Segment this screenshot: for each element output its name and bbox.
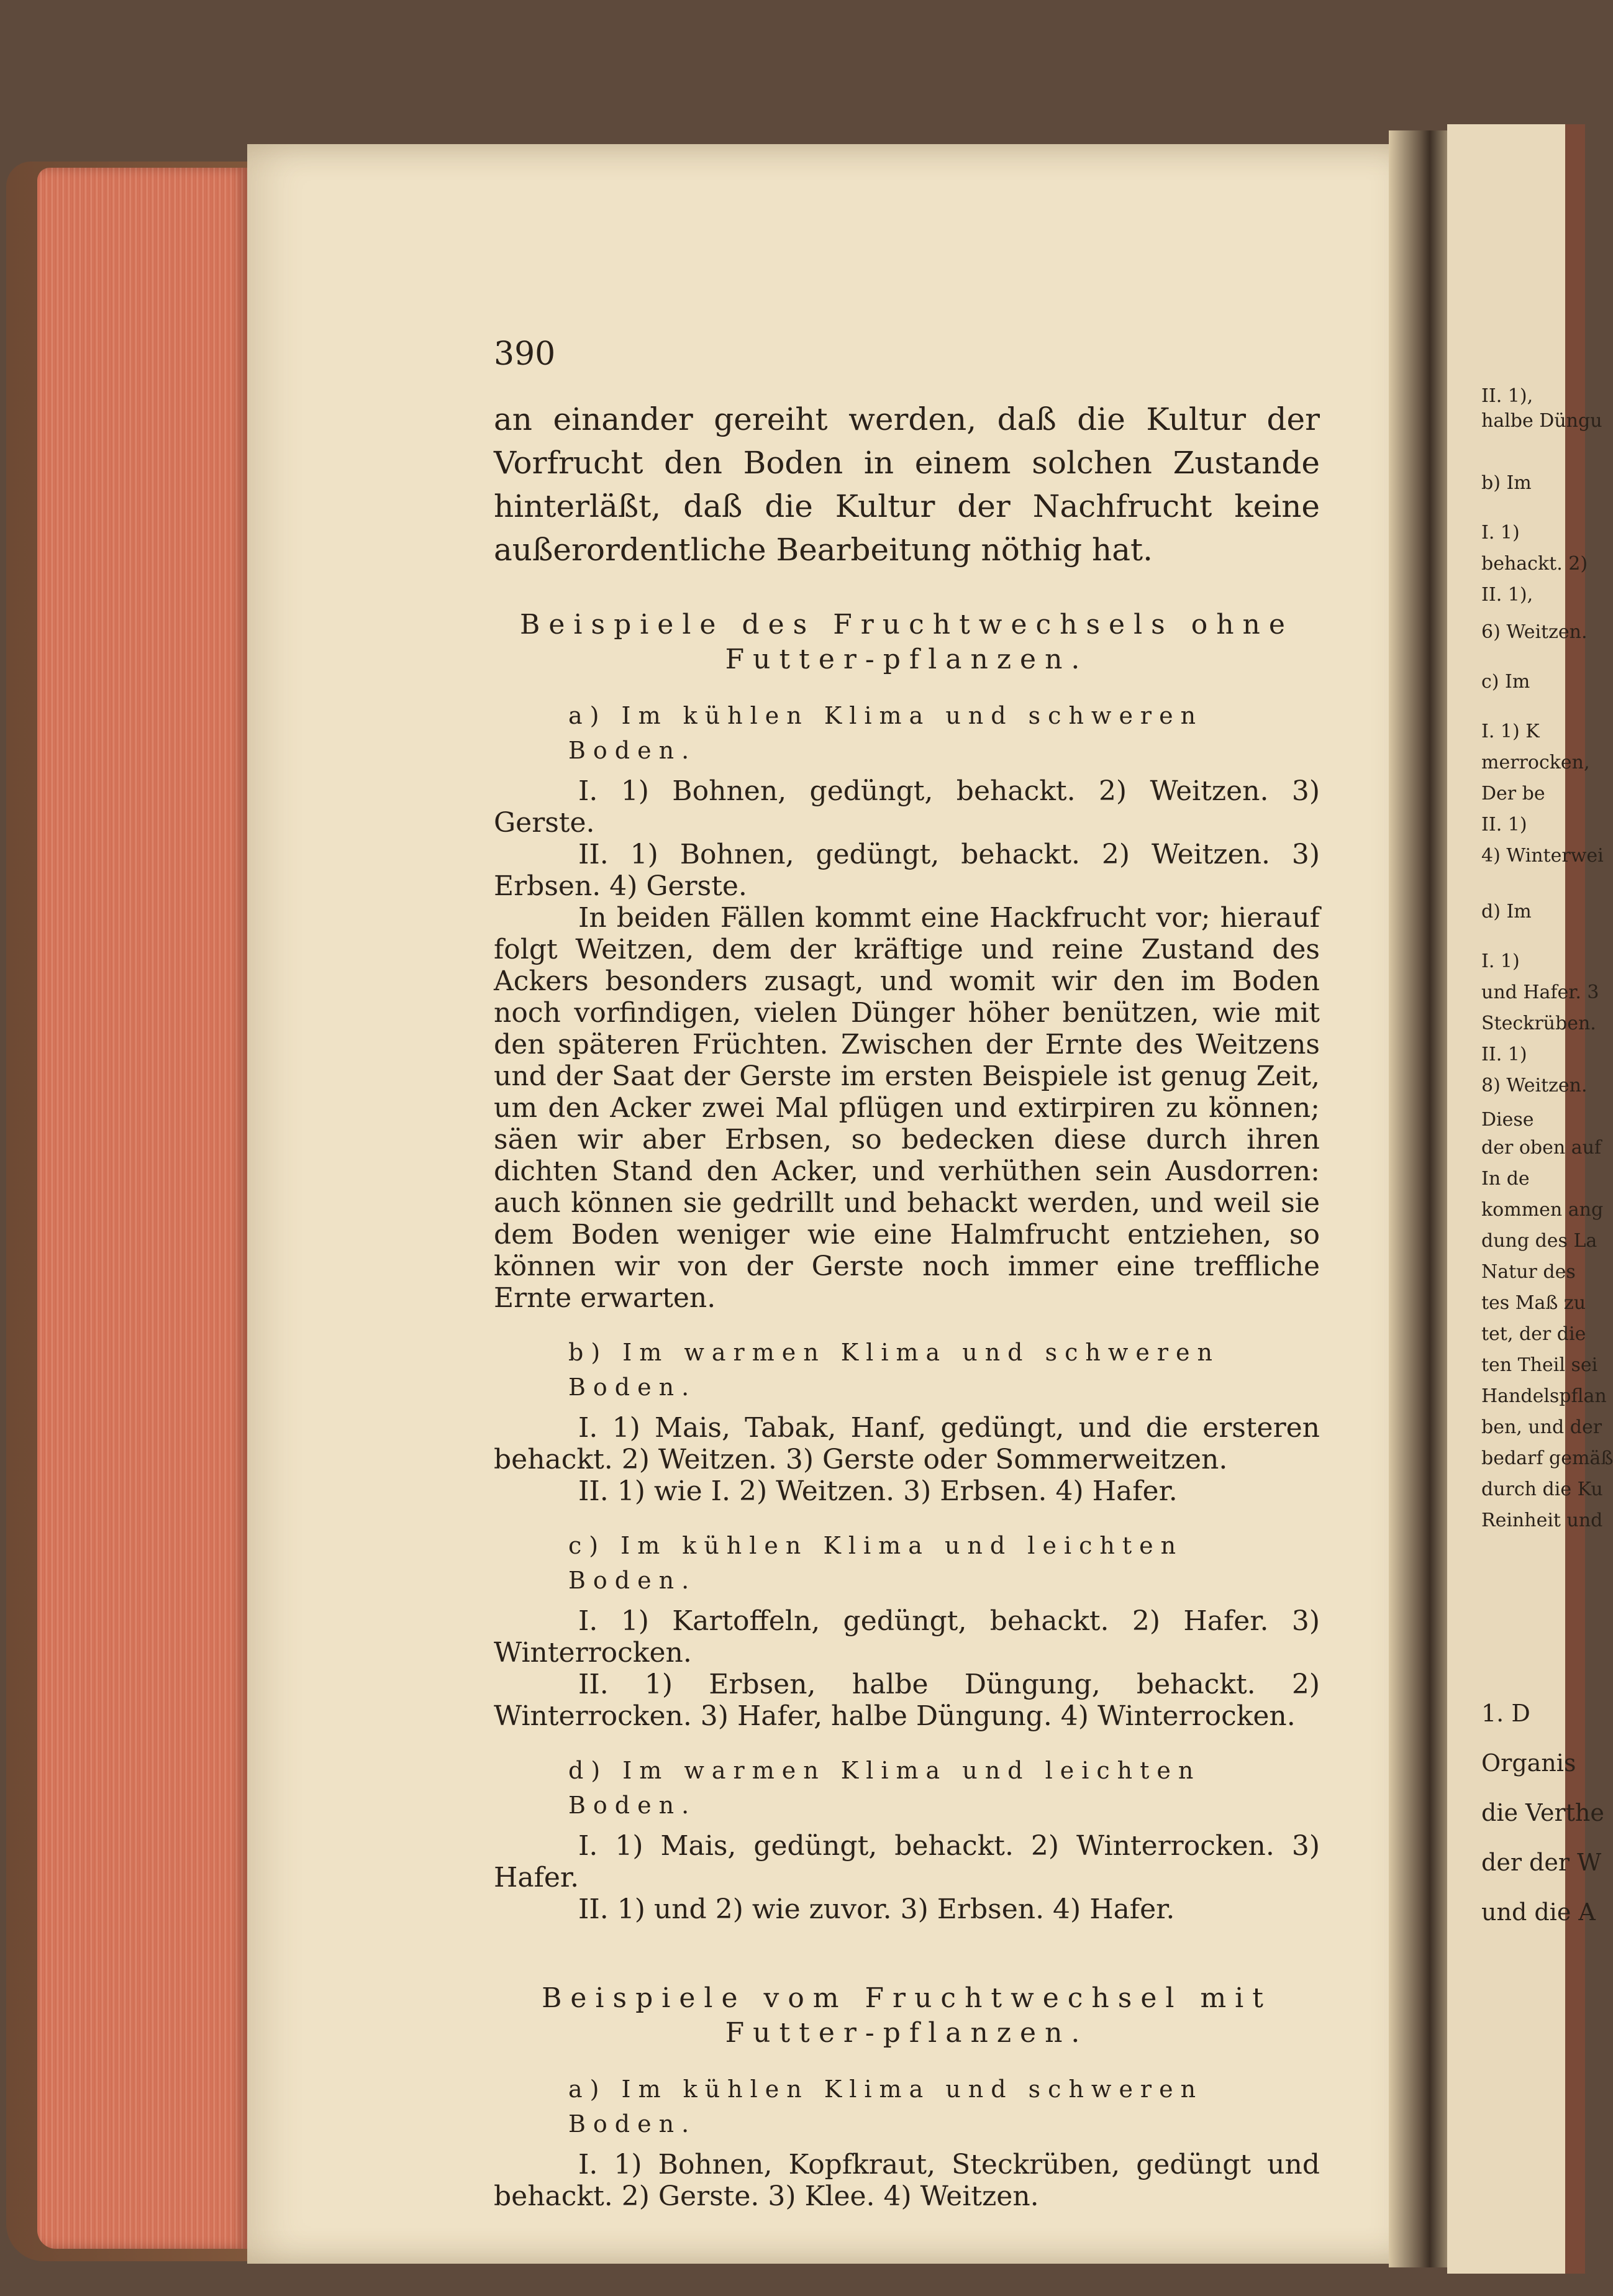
s1-d-line2: II. 1) und 2) wie zuvor. 3) Erbsen. 4) Hafer. xyxy=(578,1893,1175,1925)
s2-a-label: a) Im kühlen Klima und schweren Boden. xyxy=(568,2075,1204,2138)
s1-b-label: b) Im warmen Klima und schweren Boden. xyxy=(568,1339,1220,1401)
right-fragment: Steckrüben. xyxy=(1481,1013,1596,1034)
right-fragment: c) Im xyxy=(1481,671,1530,693)
page-block-edge xyxy=(37,168,248,2249)
right-fragment: der der W xyxy=(1481,1849,1602,1876)
right-fragment: b) Im xyxy=(1481,472,1532,494)
right-fragment: 6) Weitzen. xyxy=(1481,621,1588,643)
right-fragment: ten Theil sei xyxy=(1481,1354,1598,1376)
right-fragment: Handelspflan xyxy=(1481,1385,1607,1407)
right-fragment: dung des La xyxy=(1481,1230,1597,1252)
s1-d-line1: I. 1) Mais, gedüngt, behackt. 2) Winterrocken. 3) Hafer. xyxy=(494,1830,1320,1893)
right-fragment: I. 1) xyxy=(1481,522,1520,544)
right-fragment: der oben auf xyxy=(1481,1137,1602,1159)
s1-b-line2: II. 1) wie I. 2) Weitzen. 3) Erbsen. 4) Hafer. xyxy=(578,1475,1178,1507)
s1-b-line1: I. 1) Mais, Tabak, Hanf, gedüngt, und die ersteren behackt. 2) Weitzen. 3) Gerste oder Sommerweitzen. xyxy=(494,1412,1320,1475)
s1-d-label: d) Im warmen Klima und leichten Boden. xyxy=(568,1757,1201,1819)
right-fragment: Diese xyxy=(1481,1109,1534,1131)
right-fragment: Reinheit und xyxy=(1481,1510,1603,1531)
intro-paragraph: an einander gereiht werden, daß die Kultur der Vorfrucht den Boden in einem solchen Zustande hinterläßt, daß die Kultur der Nachfrucht keine außerordentliche Bearbeitung nöthig hat. xyxy=(494,401,1320,568)
s1-c-label: c) Im kühlen Klima und leichten Boden. xyxy=(568,1532,1184,1594)
right-fragment: 8) Weitzen. xyxy=(1481,1075,1588,1096)
s1-a-line2: II. 1) Bohnen, gedüngt, behackt. 2) Weitzen. 3) Erbsen. 4) Gerste. xyxy=(494,839,1320,902)
right-fragment: tet, der die xyxy=(1481,1323,1586,1345)
right-fragment: d) Im xyxy=(1481,901,1532,922)
right-fragment: und die A xyxy=(1481,1898,1596,1926)
right-fragment: II. 1) xyxy=(1481,814,1527,836)
s1-c-line1: I. 1) Kartoffeln, gedüngt, behackt. 2) Hafer. 3) Winterrocken. xyxy=(494,1605,1320,1669)
s1-a-line1: I. 1) Bohnen, gedüngt, behackt. 2) Weitzen. 3) Gerste. xyxy=(494,775,1320,839)
right-fragment: In de xyxy=(1481,1168,1530,1190)
right-fragment: 1. D xyxy=(1481,1700,1530,1727)
right-fragment: merrocken, xyxy=(1481,752,1590,773)
right-fragment: die Verthe xyxy=(1481,1799,1604,1826)
right-fragment: II. 1), xyxy=(1481,385,1533,407)
right-fragment: Natur des xyxy=(1481,1261,1576,1283)
right-fragment: bedarf gemäß xyxy=(1481,1447,1613,1469)
right-fragment: durch die Ku xyxy=(1481,1478,1603,1500)
right-fragment: I. 1) xyxy=(1481,950,1520,972)
right-fragment: II. 1) xyxy=(1481,1044,1527,1065)
page-text xyxy=(494,398,1320,2212)
right-fragment: kommen ang xyxy=(1481,1199,1604,1221)
s1-c-line2: II. 1) Erbsen, halbe Düngung, behackt. 2) Winterrocken. 3) Hafer, halbe Düngung. 4) Winterrocken. xyxy=(494,1669,1320,1732)
s1-a-label: a) Im kühlen Klima und schweren Boden. xyxy=(568,702,1204,764)
page-number: 390 xyxy=(494,335,556,373)
right-fragment: ben, und der xyxy=(1481,1416,1602,1438)
right-fragment: halbe Düngu xyxy=(1481,410,1602,432)
right-fragment: 4) Winterwei xyxy=(1481,845,1604,867)
right-fragment: Organis xyxy=(1481,1749,1576,1777)
right-fragment: und Hafer. 3 xyxy=(1481,982,1599,1003)
s2-a-line1: I. 1) Bohnen, Kopfkraut, Steckrüben, gedüngt und behackt. 2) Gerste. 3) Klee. 4) Weitzen. xyxy=(494,2149,1320,2212)
section1-heading: Beispiele des Fruchtwechsels ohne Futter-pflanzen. xyxy=(520,609,1294,675)
right-fragment: II. 1), xyxy=(1481,584,1533,606)
right-fragment: Der be xyxy=(1481,783,1545,804)
right-fragment: behackt. 2) xyxy=(1481,553,1588,575)
s1-a-paragraph: In beiden Fällen kommt eine Hackfrucht vor; hierauf folgt Weitzen, dem der kräftige und reine Zustand des Ackers besonders zusagt, und womit wir den im Boden noch vorfindigen, vielen Dünger höher benützen, wie mit den späteren Früchten. Zwischen der Ernte des Weitzens und der Saat der Gerste im ersten Beispiele ist genug Zeit, um den Acker zwei Mal pflügen und extirpiren zu können; säen wir aber Erbsen, so bedecken diese durch ihren dichten Stand den Acker, und verhüthen sein Ausdorren: auch können sie gedrillt und behackt werden, und weil sie dem Boden weniger wie eine Halmfrucht entziehen, so können wir von der Gerste noch immer eine treffliche Ernte erwarten. xyxy=(494,902,1320,1314)
section2-heading: Beispiele vom Fruchtwechsel mit Futter-pflanzen. xyxy=(542,1982,1272,2049)
right-fragment: I. 1) K xyxy=(1481,721,1540,742)
right-fragment: tes Maß zu xyxy=(1481,1292,1586,1314)
